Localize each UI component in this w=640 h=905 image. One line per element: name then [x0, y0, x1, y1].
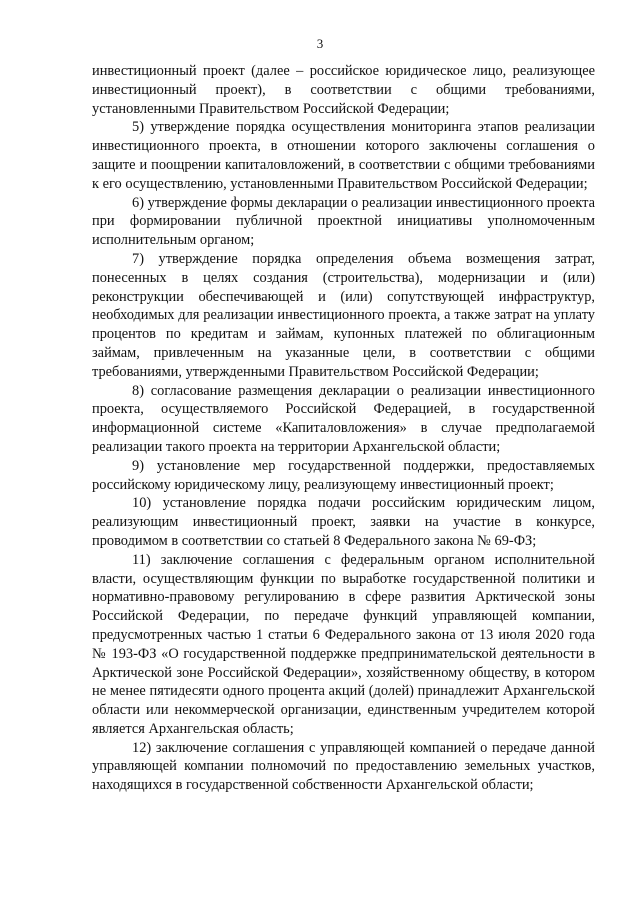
- paragraph-item-6: 6) утверждение формы декларации о реализации инвестиционного проекта при формировании публичной проектной инициативы уполномоченным исполнительным органом;: [92, 194, 595, 249]
- paragraph-item-5: 5) утверждение порядка осуществления мониторинга этапов реализации инвестиционного проекта, в отношении которого заключены соглашения о защите и поощрении капиталовложений, в соответствии с общими требованиями к его осуществлению, установленными Правительством Российской Федерации;: [92, 119, 595, 192]
- document-body: [92, 62, 595, 795]
- paragraph-continuation: инвестиционный проект (далее – российское юридическое лицо, реализующее инвестиционный проект), в соответствии с общими требованиями, установленными Правительством Российской Федерации;: [92, 63, 595, 117]
- paragraph-item-9: 9) установление мер государственной поддержки, предоставляемых российскому юридическому лицу, реализующему инвестиционный проект;: [92, 457, 595, 493]
- paragraph-item-11: 11) заключение соглашения с федеральным органом исполнительной власти, осуществляющим функции по выработке государственной политики и нормативно-правовому регулированию в сфере развития Арктической зоны Российской Федерации, по передаче функций управляющей компании, предусмотренных частью 1 статьи 6 Федерального закона от 13 июля 2020 года № 193-ФЗ «О государственной поддержке предпринимательской деятельности в Арктической зоне Российской Федерации», хозяйственному обществу, в котором не менее пятидесяти одного процента акций (долей) принадлежит Архангельской области или некоммерческой организации, единственным учредителем которой является Архангельская область;: [92, 551, 595, 737]
- paragraph-item-8: 8) согласование размещения декларации о реализации инвестиционного проекта, осуществляемого Российской Федерацией, в государственной информационной системе «Капиталовложения» в случае предполагаемой реализации такого проекта на территории Архангельской области;: [92, 382, 595, 455]
- paragraph-item-12: 12) заключение соглашения с управляющей компанией о передаче данной управляющей компании полномочий по предоставлению земельных участков, находящихся в государственной собственности Архангельской области;: [92, 739, 595, 794]
- paragraph-item-10: 10) установление порядка подачи российским юридическим лицом, реализующим инвестиционный проект, заявки на участие в конкурсе, проводимом в соответствии со статьей 8 Федерального закона № 69-ФЗ;: [92, 495, 595, 549]
- paragraph-item-7: 7) утверждение порядка определения объема возмещения затрат, понесенных в целях создания (строительства), модернизации и (или) реконструкции обеспечивающей и (или) сопутствующей инфраструктур, необходимых для реализации инвестиционного проекта, а также затрат на уплату процентов по кредитам и займам, купонных платежей по облигационным займам, привлеченным на указанные цели, в соответствии с общими требованиями, утвержденными Правительством Российской Федерации;: [92, 250, 595, 380]
- page-number: 3: [316, 36, 324, 51]
